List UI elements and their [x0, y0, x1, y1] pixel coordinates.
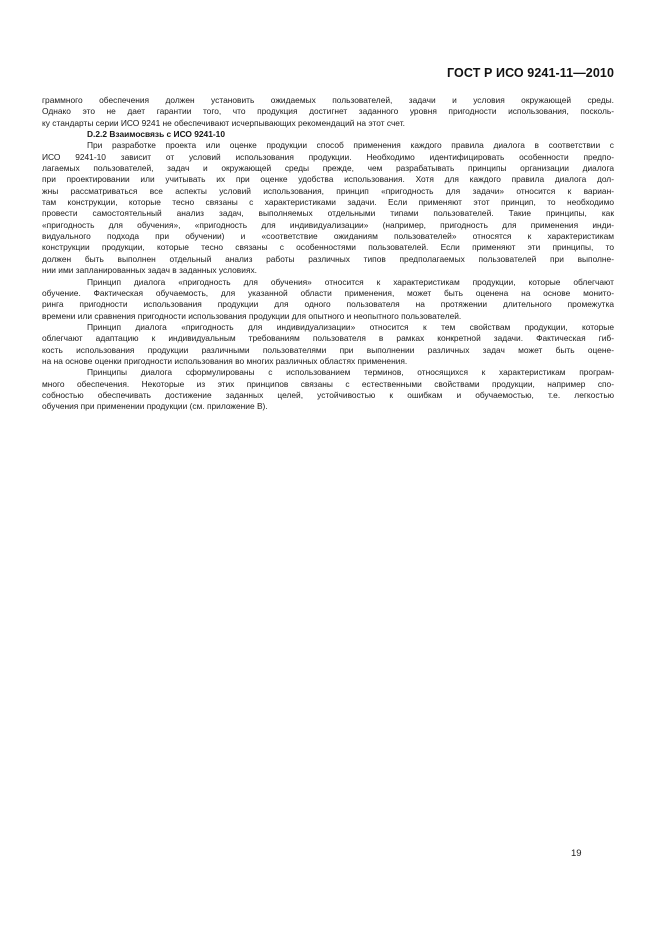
- text-line: нии ими запланированных задач в заданных условиях.: [42, 265, 257, 276]
- text-line: ИСО 9241-10 зависит от условий использования продукции. Необходимо идентифицировать особенности предпо-: [42, 151, 614, 162]
- text-line: облегчают адаптацию к индивидуальным требованиям пользователя в рамках конкретной задачи. Фактическая гиб-: [42, 333, 614, 344]
- text-line: «пригодность для обучения», «пригодность для индивидуализации» (например, пригодность для применения инди-: [42, 219, 614, 230]
- text-line: должен быть выполнен отдельный анализ работы различных типов предполагаемых пользователей при выполне-: [42, 253, 614, 264]
- text-line: обучение. Фактическая обучаемость, для указанной области применения, может быть оценена на основе монито-: [42, 287, 614, 298]
- text-line: собностью обеспечивать достижение заданных целей, устойчивостью к ошибкам и обучаемостью, т.е. легкостью: [42, 389, 614, 400]
- text-line: кость использования продукции различными пользователями при выполнении различных задач может быть оцене-: [42, 344, 614, 355]
- text-line: на на основе оценки пригодности использования во многих различных областях применения.: [42, 355, 408, 366]
- text-line: Однако это не дает гарантии того, что продукция достигнет заданного уровня пригодности использования, посколь-: [42, 106, 614, 117]
- text-line: ринга пригодности использования продукции для одного пользователя на протяжении длительного промежутка: [42, 299, 614, 310]
- text-line: провести самостоятельный анализ задач, выполняемых отдельными типами пользователей. Такие принципы, как: [42, 208, 614, 219]
- text-line: граммного обеспечения должен установить ожидаемых пользователей, задачи и условия окружающей среды.: [42, 95, 614, 105]
- text-line: лагаемых пользователей, задач и окружающей среды прежде, чем разрабатывать принципы организации диалога: [42, 163, 614, 174]
- text-line: жны рассматриваться все аспекты условий использования, принцип «пригодность для задачи» относится к вариан-: [42, 185, 614, 196]
- paragraph-start: Принцип диалога «пригодность для индивидуализации» относится к тем свойствам продукции, которые: [87, 321, 614, 332]
- text-line: там конструкции, которые тесно связаны с характеристиками задачи. Если применяют этот принцип, то необходимо: [42, 197, 614, 208]
- paragraph-start: Принцип диалога «пригодность для обучения» относится к характеристикам продукции, которые облегчают: [87, 276, 614, 287]
- text-line: обучения при применении продукции (см. приложение В).: [42, 401, 268, 412]
- text-line: времени или сравнения пригодности использования продукции для опытного и неопытного пользователей.: [42, 310, 462, 321]
- text-line: ку стандарты серии ИСО 9241 не обеспечивают исчерпывающих рекомендаций на этот счет.: [42, 117, 405, 128]
- document-body: [42, 95, 614, 413]
- paragraph-start: Принципы диалога сформулированы с использованием терминов, относящихся к характеристикам програм-: [87, 367, 614, 378]
- section-heading-d-2-2: D.2.2 Взаимосвязь с ИСО 9241-10: [87, 129, 225, 140]
- text-line: много обеспечения. Некоторые из этих принципов связаны с естественными свойствами продукции, например спо-: [42, 378, 614, 389]
- text-line: конструкции продукции, которые тесно связаны с особенностями пользователей. Если применяют эти принципы, то: [42, 242, 614, 253]
- paragraph-start: При разработке проекта или оценке продукции способ применения каждого правила диалога в соответствии с: [87, 140, 614, 151]
- text-line: видуального подхода при обучении) и «соответствие ожиданиям пользователей» относятся к характеристикам: [42, 231, 614, 242]
- page-number: 19: [571, 848, 582, 859]
- document-header-standard-id: ГОСТ Р ИСО 9241-11—2010: [447, 66, 614, 80]
- text-line: при проектировании или учитывать их при оценке удобства использования. Хотя для каждого правила диалога дол-: [42, 174, 614, 185]
